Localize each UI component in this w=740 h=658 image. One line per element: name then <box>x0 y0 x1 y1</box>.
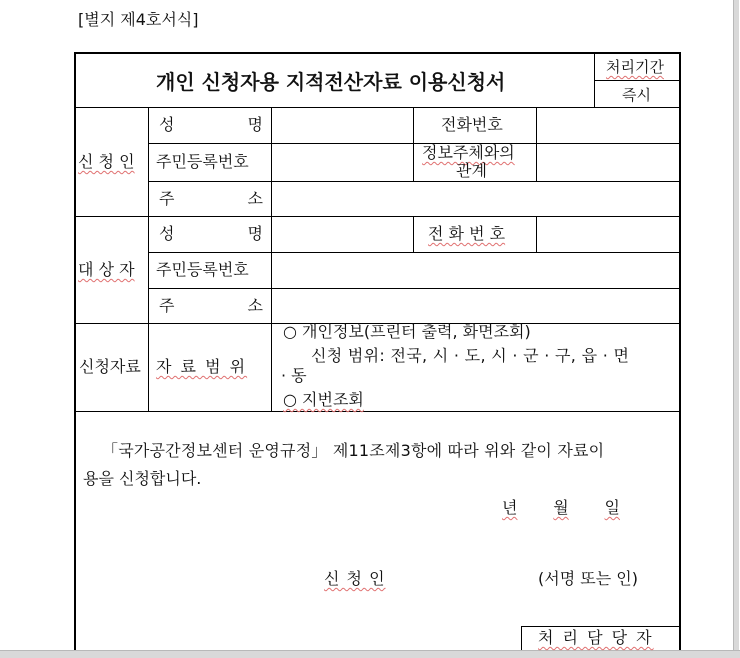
processing-period-label: 처리기간 <box>606 58 664 76</box>
handler-label: 처 리 담 당 자 <box>538 628 654 647</box>
form-number-label: [별지 제4호서식] <box>78 10 199 29</box>
form-title: 개인 신청자용 지적전산자료 이용신청서 <box>156 70 506 94</box>
processing-divider <box>595 80 680 81</box>
option-personal-info[interactable]: ○ 개인정보(프린터 출력, 화면조회) <box>283 322 531 341</box>
option-personal-info-scope: 신청 범위: 전국, 시 · 도, 시 · 군 · 구, 읍 · 면 <box>311 346 630 365</box>
applicant-address-label: 주 소 <box>159 189 263 208</box>
signature-note: (서명 또는 인) <box>538 569 638 588</box>
subject-rrn-field[interactable] <box>272 253 679 288</box>
table-right-border <box>679 52 681 650</box>
applicant-address-field[interactable] <box>272 182 679 216</box>
subject-name-label: 성 명 <box>159 224 263 243</box>
date-line[interactable]: 년 월 일 <box>502 498 620 517</box>
applicant-rrn-field[interactable] <box>272 144 413 181</box>
subject-address-label: 주 소 <box>159 296 263 315</box>
subject-name-field[interactable] <box>272 217 413 252</box>
window-right-edge <box>733 0 739 657</box>
handler-box-left <box>521 626 522 650</box>
col-line <box>413 107 414 181</box>
statement-line-1: 「국가공간정보센터 운영규정」 제11조제3항에 따라 위와 같이 자료이 <box>102 441 605 460</box>
option-personal-info-scope-tail: · 동 <box>281 366 307 385</box>
handler-box-top <box>521 626 680 627</box>
processing-period-value: 즉시 <box>622 86 651 104</box>
scope-label: 자 료 범 위 <box>156 357 248 376</box>
applicant-name-field[interactable] <box>272 108 413 143</box>
applicant-relation-label: 정보주체와의 <box>422 143 515 162</box>
subject-section-label: 대 상 자 <box>78 260 135 279</box>
statement-line-2: 용을 신청합니다. <box>83 469 202 488</box>
table-top-border <box>74 52 680 54</box>
option-lot-lookup[interactable]: ○ 지번조회 <box>283 390 364 409</box>
subject-phone-field[interactable] <box>537 217 679 252</box>
applicant-signature-label: 신 청 인 <box>324 569 386 588</box>
subject-rrn-label: 주민등록번호 <box>156 260 249 279</box>
applicant-name-label: 성 명 <box>159 115 263 134</box>
subject-phone-label: 전 화 번 호 <box>428 224 506 243</box>
row-line <box>75 411 680 412</box>
applicant-relation-label-2: 관계 <box>456 161 487 180</box>
col-line <box>413 216 414 252</box>
applicant-section-label: 신 청 인 <box>78 152 135 171</box>
table-left-border <box>74 52 76 650</box>
applicant-phone-field[interactable] <box>537 108 679 143</box>
applicant-phone-label: 전화번호 <box>441 115 503 134</box>
request-section-label: 신청자료 <box>79 357 141 376</box>
applicant-relation-field[interactable] <box>537 144 679 181</box>
col-line <box>148 107 149 411</box>
subject-address-field[interactable] <box>272 289 679 323</box>
applicant-rrn-label: 주민등록번호 <box>156 152 249 171</box>
